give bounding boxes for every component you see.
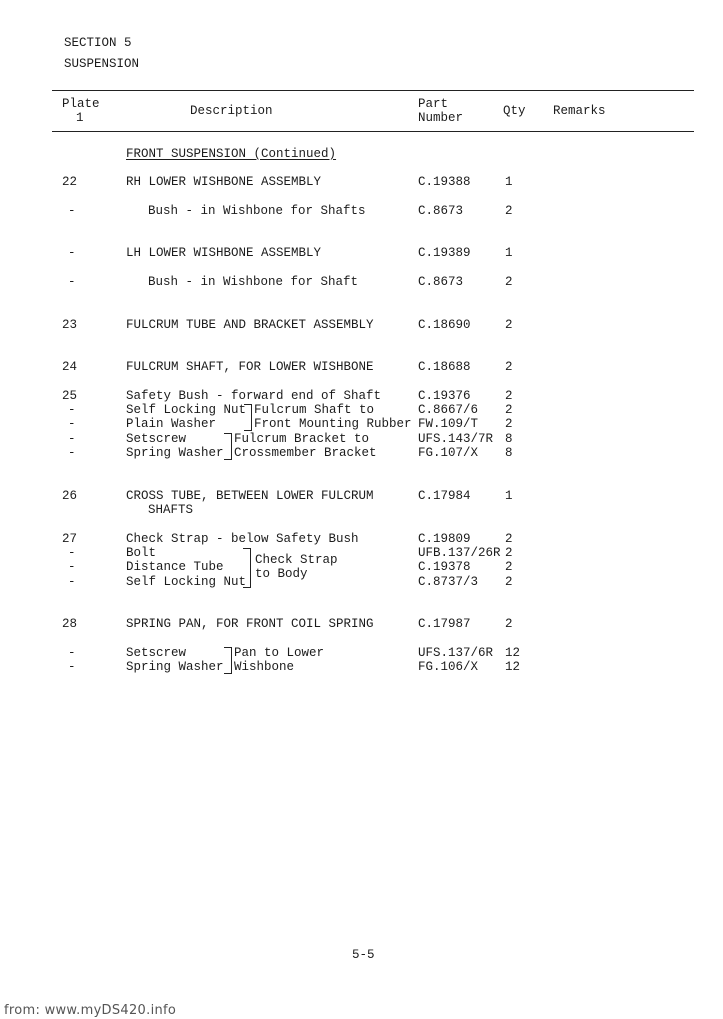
row-description: Plain Washer [126,417,217,431]
row-plate: - [68,204,76,218]
row-description: Spring Washer [126,446,224,460]
section-number: SECTION 5 [64,36,132,50]
row-description: Self Locking Nut [126,403,247,417]
row-description: Setscrew [126,646,187,660]
subsection-title: FRONT SUSPENSION (Continued) [126,147,337,161]
row-plate: 23 [62,318,78,332]
row-note: Crossmember Bracket [234,446,377,460]
row-plate: - [68,446,76,460]
row-plate: - [68,546,76,560]
row-plate: - [68,275,76,289]
row-plate: - [68,660,76,674]
row-qty: 2 [505,546,513,560]
row-qty: 2 [505,532,513,546]
row-note: Fulcrum Bracket to [234,432,370,446]
row-plate: - [68,560,76,574]
row-part-number: C.18688 [418,360,471,374]
row-qty: 2 [505,403,513,417]
row-part-number: C.19378 [418,560,471,574]
group-bracket [224,433,232,460]
group-bracket [224,647,232,674]
row-description: Self Locking Nut [126,575,247,589]
row-plate: - [68,403,76,417]
row-qty: 1 [505,489,513,503]
row-qty: 1 [505,175,513,189]
row-part-number: FG.106/X [418,660,479,674]
row-plate: 25 [62,389,78,403]
row-plate: 28 [62,617,78,631]
row-note: Wishbone [234,660,295,674]
row-plate: 22 [62,175,78,189]
row-qty: 2 [505,275,513,289]
row-note: Front Mounting Rubber [254,417,412,431]
row-description-cont: SHAFTS [148,503,194,517]
row-description: Bush - in Wishbone for Shaft [148,275,359,289]
row-qty: 2 [505,318,513,332]
row-part-number: C.8673 [418,275,464,289]
page-number: 5-5 [352,948,375,962]
row-part-number: UFB.137/26R [418,546,501,560]
row-description: RH LOWER WISHBONE ASSEMBLY [126,175,322,189]
row-description: Bush - in Wishbone for Shafts [148,204,366,218]
row-description: Bolt [126,546,157,560]
row-part-number: C.17984 [418,489,471,503]
row-description: CROSS TUBE, BETWEEN LOWER FULCRUM [126,489,374,503]
row-qty: 2 [505,360,513,374]
header-plate: Plate [62,97,100,111]
header-description: Description [190,104,273,118]
row-plate: - [68,417,76,431]
row-description: LH LOWER WISHBONE ASSEMBLY [126,246,322,260]
row-part-number: UFS.143/7R [418,432,494,446]
row-note: Pan to Lower [234,646,325,660]
group-bracket [243,548,251,588]
header-qty: Qty [503,104,526,118]
row-plate: 27 [62,532,78,546]
row-qty: 2 [505,617,513,631]
row-part-number: C.8673 [418,204,464,218]
group-note: Check Strap [255,553,338,567]
header-top-rule [52,90,694,91]
row-part-number: C.19389 [418,246,471,260]
row-plate: 24 [62,360,78,374]
row-part-number: C.19388 [418,175,471,189]
group-bracket [244,404,252,431]
row-part-number: C.19376 [418,389,471,403]
header-part: Part [418,97,449,111]
row-part-number: C.8737/3 [418,575,479,589]
row-qty: 12 [505,660,521,674]
row-qty: 12 [505,646,521,660]
row-description: Setscrew [126,432,187,446]
row-plate: - [68,246,76,260]
row-part-number: FG.107/X [418,446,479,460]
row-part-number: C.19809 [418,532,471,546]
row-note: Fulcrum Shaft to [254,403,375,417]
row-part-number: UFS.137/6R [418,646,494,660]
header-plate-number: 1 [76,111,84,125]
row-description: Distance Tube [126,560,224,574]
section-title: SUSPENSION [64,57,140,71]
row-qty: 2 [505,204,513,218]
row-plate: 26 [62,489,78,503]
header-remarks: Remarks [553,104,606,118]
header-bottom-rule [52,131,694,132]
row-qty: 8 [505,432,513,446]
row-part-number: C.8667/6 [418,403,479,417]
row-qty: 8 [505,446,513,460]
row-qty: 2 [505,389,513,403]
row-qty: 2 [505,560,513,574]
row-qty: 2 [505,575,513,589]
row-description: FULCRUM TUBE AND BRACKET ASSEMBLY [126,318,374,332]
row-plate: - [68,432,76,446]
group-note: to Body [255,567,308,581]
row-description: Safety Bush - forward end of Shaft [126,389,382,403]
row-part-number: FW.109/T [418,417,479,431]
row-qty: 2 [505,417,513,431]
row-description: Spring Washer [126,660,224,674]
row-part-number: C.17987 [418,617,471,631]
row-part-number: C.18690 [418,318,471,332]
row-description: SPRING PAN, FOR FRONT COIL SPRING [126,617,374,631]
source-footer: from: www.myDS420.info [4,1003,177,1018]
header-number: Number [418,111,464,125]
row-description: FULCRUM SHAFT, FOR LOWER WISHBONE [126,360,374,374]
row-plate: - [68,575,76,589]
row-description: Check Strap - below Safety Bush [126,532,359,546]
row-plate: - [68,646,76,660]
row-qty: 1 [505,246,513,260]
